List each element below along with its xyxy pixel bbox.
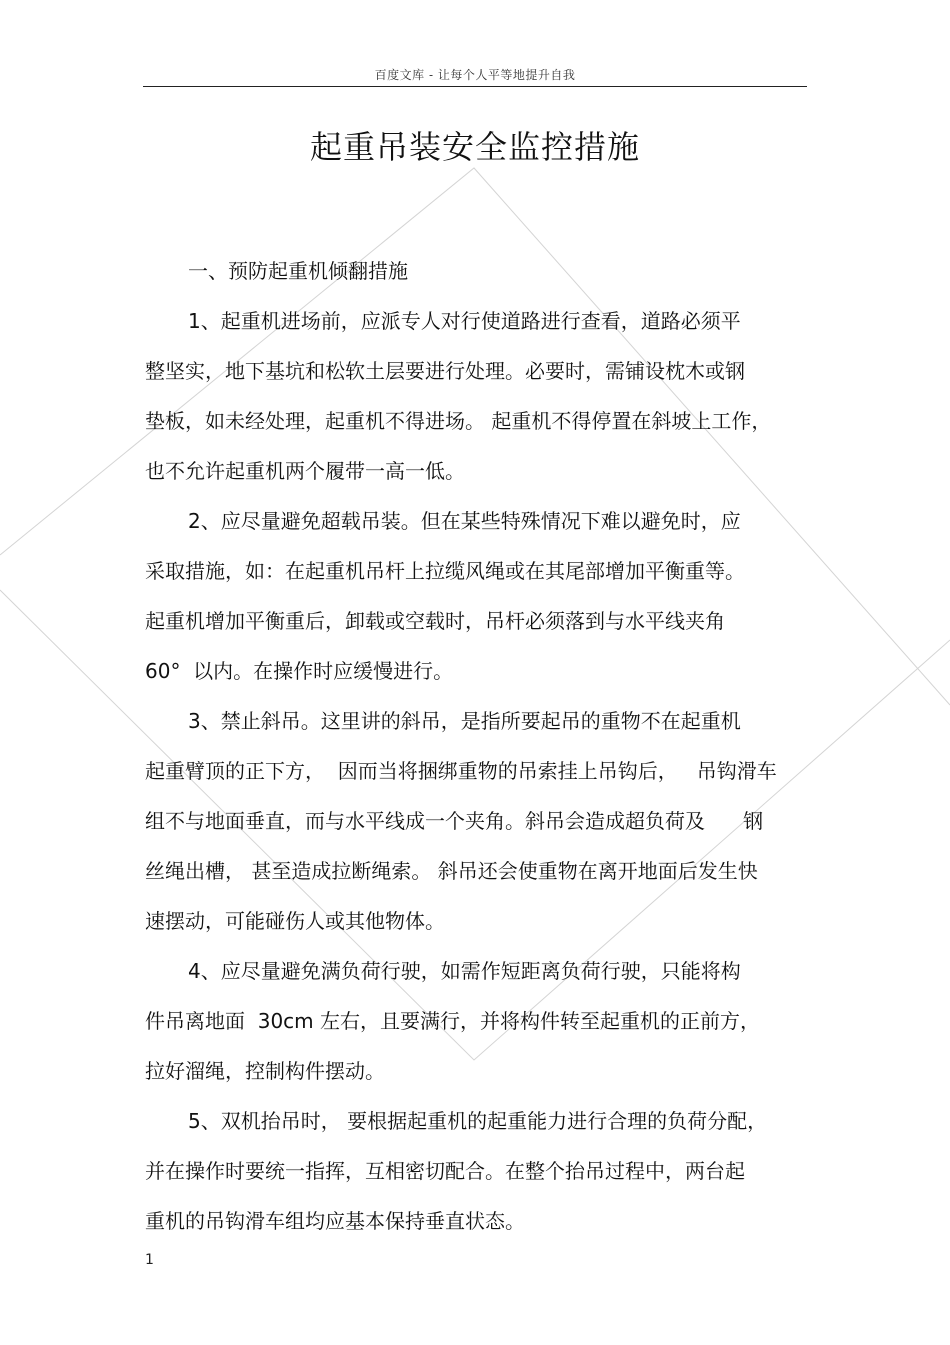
body-line: 4、应尽量避免满负荷行驶，如需作短距离负荷行驶，只能将构	[188, 959, 741, 983]
body-line: 起重臂顶的正下方， 因而当将捆绑重物的吊索挂上吊钩后， 吊钩滑车	[145, 759, 777, 783]
body-line: 2、应尽量避免超载吊装。但在某些特殊情况下难以避免时，应	[188, 509, 741, 533]
body-line: 速摆动，可能碰伤人或其他物体。	[145, 909, 445, 933]
body-line: 采取措施，如：在起重机吊杆上拉缆风绳或在其尾部增加平衡重等。	[145, 559, 745, 583]
body-line: 重机的吊钩滑车组均应基本保持垂直状态。	[145, 1209, 525, 1233]
body-line: 5、双机抬吊时， 要根据起重机的起重能力进行合理的负荷分配，	[188, 1109, 768, 1133]
document-title: 起重吊装安全监控措施	[309, 128, 640, 166]
body-line: 并在操作时要统一指挥，互相密切配合。在整个抬吊过程中，两台起	[145, 1159, 745, 1183]
header-rule	[143, 86, 807, 87]
body-line: 拉好溜绳，控制构件摆动。	[145, 1059, 385, 1083]
body-line: 3、禁止斜吊。这里讲的斜吊，是指所要起吊的重物不在起重机	[188, 709, 741, 733]
body-line: 垫板，如未经处理，起重机不得进场。 起重机不得停置在斜坡上工作，	[145, 409, 772, 433]
body-line: 起重机增加平衡重后，卸载或空载时，吊杆必须落到与水平线夹角	[145, 609, 725, 633]
page-header: 百度文库 - 让每个人平等地提升自我	[374, 68, 576, 82]
page-number: 1	[145, 1252, 154, 1268]
body-line: 1、起重机进场前，应派专人对行使道路进行查看，道路必须平	[188, 309, 741, 333]
body-line: 整坚实，地下基坑和松软土层要进行处理。必要时，需铺设枕木或钢	[145, 359, 745, 383]
body-line: 60° 以内。在操作时应缓慢进行。	[145, 659, 454, 683]
body-line: 组不与地面垂直，而与水平线成一个夹角。斜吊会造成超负荷及 钢	[145, 809, 764, 833]
body-line: 也不允许起重机两个履带一高一低。	[145, 459, 465, 483]
body-line: 件吊离地面 30cm 左右，且要满行，并将构件转至起重机的正前方，	[145, 1009, 760, 1033]
section-heading: 一、预防起重机倾翻措施	[188, 259, 408, 283]
body-line: 丝绳出槽， 甚至造成拉断绳索。 斜吊还会使重物在离开地面后发生快	[145, 859, 758, 883]
